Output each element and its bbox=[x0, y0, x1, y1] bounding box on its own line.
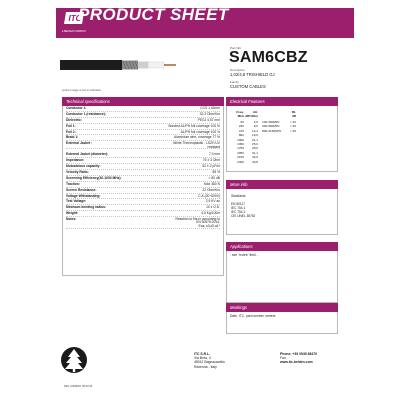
brand-subtitle: a BELDEN COMPANY bbox=[62, 30, 87, 33]
address-line: Via Bora, 4 bbox=[194, 356, 211, 361]
spec-label: Conductor 1 (resistance): bbox=[66, 111, 106, 116]
electrical-rows bbox=[232, 120, 332, 164]
spec-label: Screen Resistance: bbox=[66, 187, 97, 192]
electrical-cell-band: 300-800MHz bbox=[262, 124, 280, 129]
description: 1,02/4,8 TRISHIELD GJ bbox=[230, 72, 275, 77]
spec-value: AL/PH foil coverage 100 % bbox=[180, 129, 220, 134]
spec-value: 2,5 KV ac bbox=[205, 199, 220, 204]
spec-label: Mutualcious capacity: bbox=[66, 164, 101, 169]
spec-label: Velocity Ratio: bbox=[66, 170, 89, 175]
applications-panel bbox=[226, 251, 338, 303]
description-label: Description bbox=[230, 68, 246, 72]
spec-value: PEGJ 4,57 mm bbox=[197, 117, 220, 122]
electrical-cell-att: 8,6 bbox=[253, 124, 258, 129]
electrical-cell-freq: 862 bbox=[238, 133, 244, 138]
electrical-cell-rl: > 32 bbox=[289, 120, 296, 124]
company-address bbox=[194, 352, 225, 369]
spec-label: Minimum bending radius: bbox=[66, 205, 107, 210]
spec-value: C.A.(20÷600V) bbox=[198, 193, 220, 198]
spec-label: Foil 2: bbox=[66, 129, 76, 134]
tech-specs-heading: Technical specifications bbox=[62, 97, 224, 106]
spec-label: Weight: bbox=[66, 211, 79, 216]
col-rl: RL dB bbox=[291, 110, 296, 118]
page-title: PRODUCT SHEET bbox=[78, 5, 229, 24]
spec-value: Reaction to fire in according to EN 50575:2014: Eca; s3,d2,a1* bbox=[175, 216, 220, 228]
spec-label: Dielectric: bbox=[66, 117, 82, 122]
more-info-line: IEC 754-2 bbox=[231, 210, 246, 214]
electrical-cell-band: 800-2150MHz bbox=[262, 128, 282, 133]
more-info-text bbox=[231, 194, 255, 218]
spec-label: Impedance: bbox=[66, 158, 85, 163]
electrical-cell-freq: 1750 bbox=[237, 146, 244, 151]
spec-value: Max 380 N bbox=[204, 181, 220, 186]
electrical-cell-att: 28,6 bbox=[251, 146, 258, 151]
spec-label: Notes: bbox=[66, 216, 77, 221]
spec-value: 22 Ohm/Km bbox=[202, 187, 220, 192]
electrical-cell-freq: 470 bbox=[238, 128, 244, 133]
environment-tree-icon bbox=[60, 346, 88, 376]
spec-value: Bonded AL/PH foil coverage 100 % bbox=[168, 123, 220, 128]
spec-value: 10 x O.D. bbox=[206, 205, 220, 210]
company-contact bbox=[280, 352, 317, 365]
electrical-heading: Electrical Features bbox=[226, 97, 338, 106]
markings-heading: Markings bbox=[226, 303, 338, 312]
spec-value: 85 % bbox=[212, 170, 220, 175]
electrical-table-header bbox=[232, 110, 332, 120]
electrical-cell-freq: 1000 bbox=[237, 137, 244, 142]
col-att: Att. dB/100m bbox=[245, 110, 258, 118]
electrical-cell-att: 14,4 bbox=[251, 128, 258, 133]
electrical-cell-freq: 2050 bbox=[237, 150, 244, 155]
electrical-cell-freq: 230 bbox=[238, 124, 244, 129]
col-band bbox=[258, 110, 288, 120]
electrical-cell-freq: 50 bbox=[240, 120, 244, 124]
electrical-cell-att: 33,8 bbox=[251, 159, 258, 164]
applications-text: - see "notes" field - bbox=[230, 253, 258, 257]
applications-heading: Applications bbox=[226, 242, 338, 251]
sheet-revision: REV. 2/9/08/07 06:40:46 bbox=[64, 385, 93, 388]
electrical-cell-band: 100-300MHz bbox=[262, 120, 280, 124]
spec-value: White Thermoplastic - LSZH UV resistant bbox=[173, 140, 220, 149]
more-info-line: IEC 754-1 bbox=[231, 206, 246, 210]
electrical-cell-att: 21,1 bbox=[251, 137, 258, 142]
more-info-line: CEI UNEL 36762 bbox=[231, 214, 256, 218]
spec-label: Screening Efficiency(30-1000 MHz): bbox=[66, 175, 122, 180]
website-link[interactable]: www.itc-belden.com bbox=[280, 360, 313, 365]
electrical-cell-att: 4,6 bbox=[253, 120, 258, 124]
electrical-cell-att: 19,6 bbox=[251, 133, 258, 138]
electrical-cell-att: 31,1 bbox=[251, 150, 258, 155]
electrical-cell-rl bbox=[288, 160, 296, 164]
electrical-row bbox=[232, 160, 332, 164]
address-line: 48012 Bagnacavallo bbox=[194, 360, 225, 365]
family: CUSTOM CABLES bbox=[230, 84, 266, 89]
spec-value: 75 ± 3 Ohm bbox=[202, 158, 220, 163]
electrical-cell-att: 32,0 bbox=[251, 155, 258, 160]
electrical-table bbox=[232, 110, 332, 164]
electrical-cell-freq: 2150 bbox=[237, 155, 244, 160]
tech-specs-table bbox=[66, 106, 220, 229]
electrical-cell-att: 25,0 bbox=[251, 141, 258, 146]
part-number-label: Part Nbr. bbox=[230, 46, 242, 50]
col-freq: Freq. MHz bbox=[236, 110, 244, 118]
spec-value: CCS 1,02mm bbox=[200, 106, 220, 110]
phone: Phone: +39 0545 68470 bbox=[280, 352, 318, 356]
image-caption: product image is just an indication bbox=[62, 89, 102, 92]
markings-text: Date, ITC, part number, meters bbox=[230, 314, 276, 318]
electrical-cell-rl: > 26 bbox=[289, 124, 296, 129]
logo-text: ITC bbox=[68, 14, 82, 23]
spec-value: 32,3 Ohm/Km bbox=[199, 111, 220, 116]
spec-label: External Jacket : bbox=[66, 140, 93, 145]
more-info-line: Standards bbox=[231, 194, 246, 198]
more-info-heading: More info bbox=[226, 180, 338, 189]
spec-label: Test Voltage: bbox=[66, 199, 87, 204]
spec-label: External Jacket (diameter): bbox=[66, 152, 109, 157]
spec-label: Foil 1: bbox=[66, 123, 76, 128]
family-label: Family bbox=[230, 80, 239, 84]
more-info-line: EN 50117 bbox=[231, 202, 245, 206]
company-name: ITC S.R.L. bbox=[194, 352, 211, 356]
cable-image bbox=[60, 50, 180, 80]
electrical-cell-freq: 1350 bbox=[237, 141, 244, 146]
address-line: Ravenna - Italy bbox=[194, 364, 217, 369]
spec-label: Traction: bbox=[66, 181, 80, 186]
spec-value: Aluminium wire, coverage 77 % bbox=[173, 135, 220, 140]
spec-label: Voltage Withstanding: bbox=[66, 193, 101, 198]
spec-label: Braid 1: bbox=[66, 135, 79, 140]
spec-label: Conductor 1: bbox=[66, 106, 87, 110]
fax: Fax: bbox=[280, 356, 287, 361]
spec-row bbox=[66, 141, 220, 149]
spec-value: 52 ± 2 pF/m bbox=[202, 164, 220, 169]
part-number: SAM6CBZ bbox=[229, 49, 308, 66]
electrical-cell-rl: > 20 bbox=[289, 128, 296, 133]
electrical-cell-freq: 2400 bbox=[237, 159, 244, 164]
spec-value: > 80 dB bbox=[208, 175, 220, 180]
electrical-cell-band bbox=[258, 160, 288, 164]
spec-value: 7,0 mm bbox=[209, 152, 220, 157]
spec-value: 4,5 Kg/100m bbox=[201, 211, 220, 216]
spec-row bbox=[66, 217, 220, 229]
